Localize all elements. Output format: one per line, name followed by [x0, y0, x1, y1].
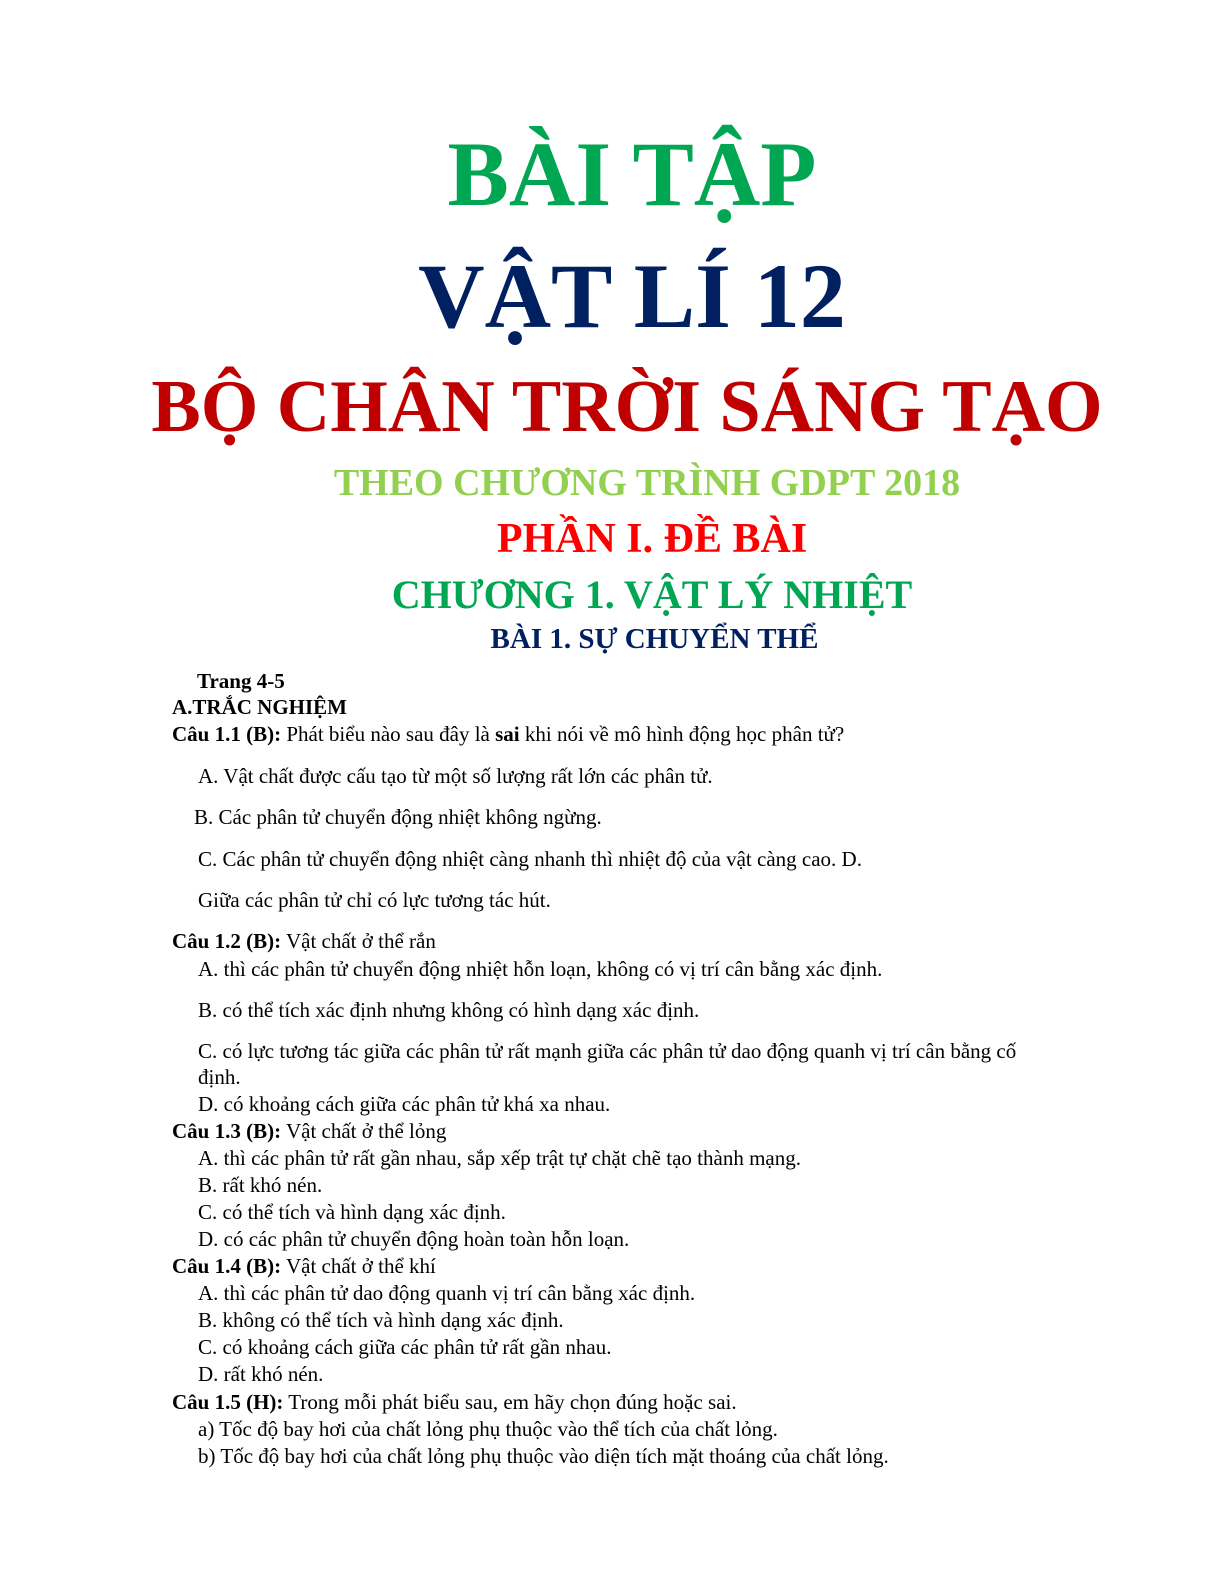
question-2-option-c: C. có lực tương tác giữa các phân tử rất mạnh giữa các phân tử dao động quanh vị trí cân bằng cố: [198, 1039, 1017, 1063]
question-4-option-c: C. có khoảng cách giữa các phân tử rất gần nhau.: [198, 1335, 612, 1359]
title-part: PHẦN I. ĐỀ BÀI: [496, 516, 808, 562]
question-3-stem: [172, 1119, 446, 1144]
question-2-option-c-continued: định.: [198, 1065, 241, 1089]
question-5-statement-b: b) Tốc độ bay hơi của chất lỏng phụ thuộc vào diện tích mặt thoáng của chất lỏng.: [198, 1444, 889, 1468]
question-3-option-b: B. rất khó nén.: [198, 1173, 323, 1197]
question-1-option-a: A. Vật chất được cấu tạo từ một số lượng rất lớn các phân tử.: [198, 764, 713, 788]
section-heading: A.TRẮC NGHIỆM: [172, 695, 348, 719]
question-3-option-a: A. thì các phân tử rất gần nhau, sắp xếp trật tự chặt chẽ tạo thành mạng.: [198, 1146, 801, 1170]
question-4-stem: [172, 1254, 436, 1279]
question-4-option-d: D. rất khó nén.: [198, 1362, 324, 1386]
question-1-stem: [172, 722, 844, 747]
question-4-text: Vật chất ở thể khí: [281, 1254, 436, 1278]
question-1-option-b: B. Các phân tử chuyển động nhiệt không ngừng.: [194, 805, 602, 829]
question-2-label: Câu 1.2 (B):: [172, 929, 282, 953]
question-2-text: Vật chất ở thể rắn: [281, 929, 436, 953]
question-5-statement-a: a) Tốc độ bay hơi của chất lỏng phụ thuộc vào thể tích của chất lỏng.: [198, 1417, 778, 1441]
question-3-option-d: D. có các phân tử chuyển động hoàn toàn hỗn loạn.: [198, 1227, 630, 1251]
title-subject: VẬT LÍ 12: [418, 245, 846, 347]
title-chapter: CHƯƠNG 1. VẬT LÝ NHIỆT: [391, 572, 913, 617]
question-4-label: Câu 1.4 (B):: [172, 1254, 282, 1278]
question-2-stem: [172, 929, 436, 954]
question-1-text-a: Phát biểu nào sau đây là: [281, 722, 496, 746]
question-3-label: Câu 1.3 (B):: [172, 1119, 282, 1143]
question-5-stem: [172, 1390, 737, 1415]
question-1-label: Câu 1.1 (B):: [172, 722, 282, 746]
question-5-label: Câu 1.5 (H):: [172, 1390, 284, 1414]
question-1-text-b: khi nói về mô hình động học phân tử?: [519, 722, 845, 746]
question-4-option-b: B. không có thể tích và hình dạng xác định.: [198, 1308, 564, 1332]
question-1-option-c: C. Các phân tử chuyển động nhiệt càng nhanh thì nhiệt độ của vật càng cao. D.: [198, 847, 862, 871]
question-1-emphasis: sai: [495, 722, 520, 746]
question-2-option-b: B. có thể tích xác định nhưng không có hình dạng xác định.: [198, 998, 700, 1022]
page-reference: Trang 4-5: [197, 669, 285, 693]
question-5-text: Trong mỗi phát biểu sau, em hãy chọn đúng hoặc sai.: [283, 1390, 737, 1414]
question-2-option-d: D. có khoảng cách giữa các phân tử khá xa nhau.: [198, 1092, 611, 1116]
question-2-option-a: A. thì các phân tử chuyển động nhiệt hỗn loạn, không có vị trí cân bằng xác định.: [198, 957, 883, 981]
question-3-text: Vật chất ở thể lỏng: [281, 1119, 447, 1143]
title-program: THEO CHƯƠNG TRÌNH GDPT 2018: [333, 462, 961, 504]
title-lesson: BÀI 1. SỰ CHUYỂN THỂ: [490, 623, 819, 655]
title-series: BỘ CHÂN TRỜI SÁNG TẠO: [151, 366, 1103, 448]
question-3-option-c: C. có thể tích và hình dạng xác định.: [198, 1200, 506, 1224]
title-bai-tap: BÀI TẬP: [447, 123, 817, 225]
question-4-option-a: A. thì các phân tử dao động quanh vị trí cân bằng xác định.: [198, 1281, 696, 1305]
question-1-option-d: Giữa các phân tử chỉ có lực tương tác hút.: [198, 888, 551, 912]
